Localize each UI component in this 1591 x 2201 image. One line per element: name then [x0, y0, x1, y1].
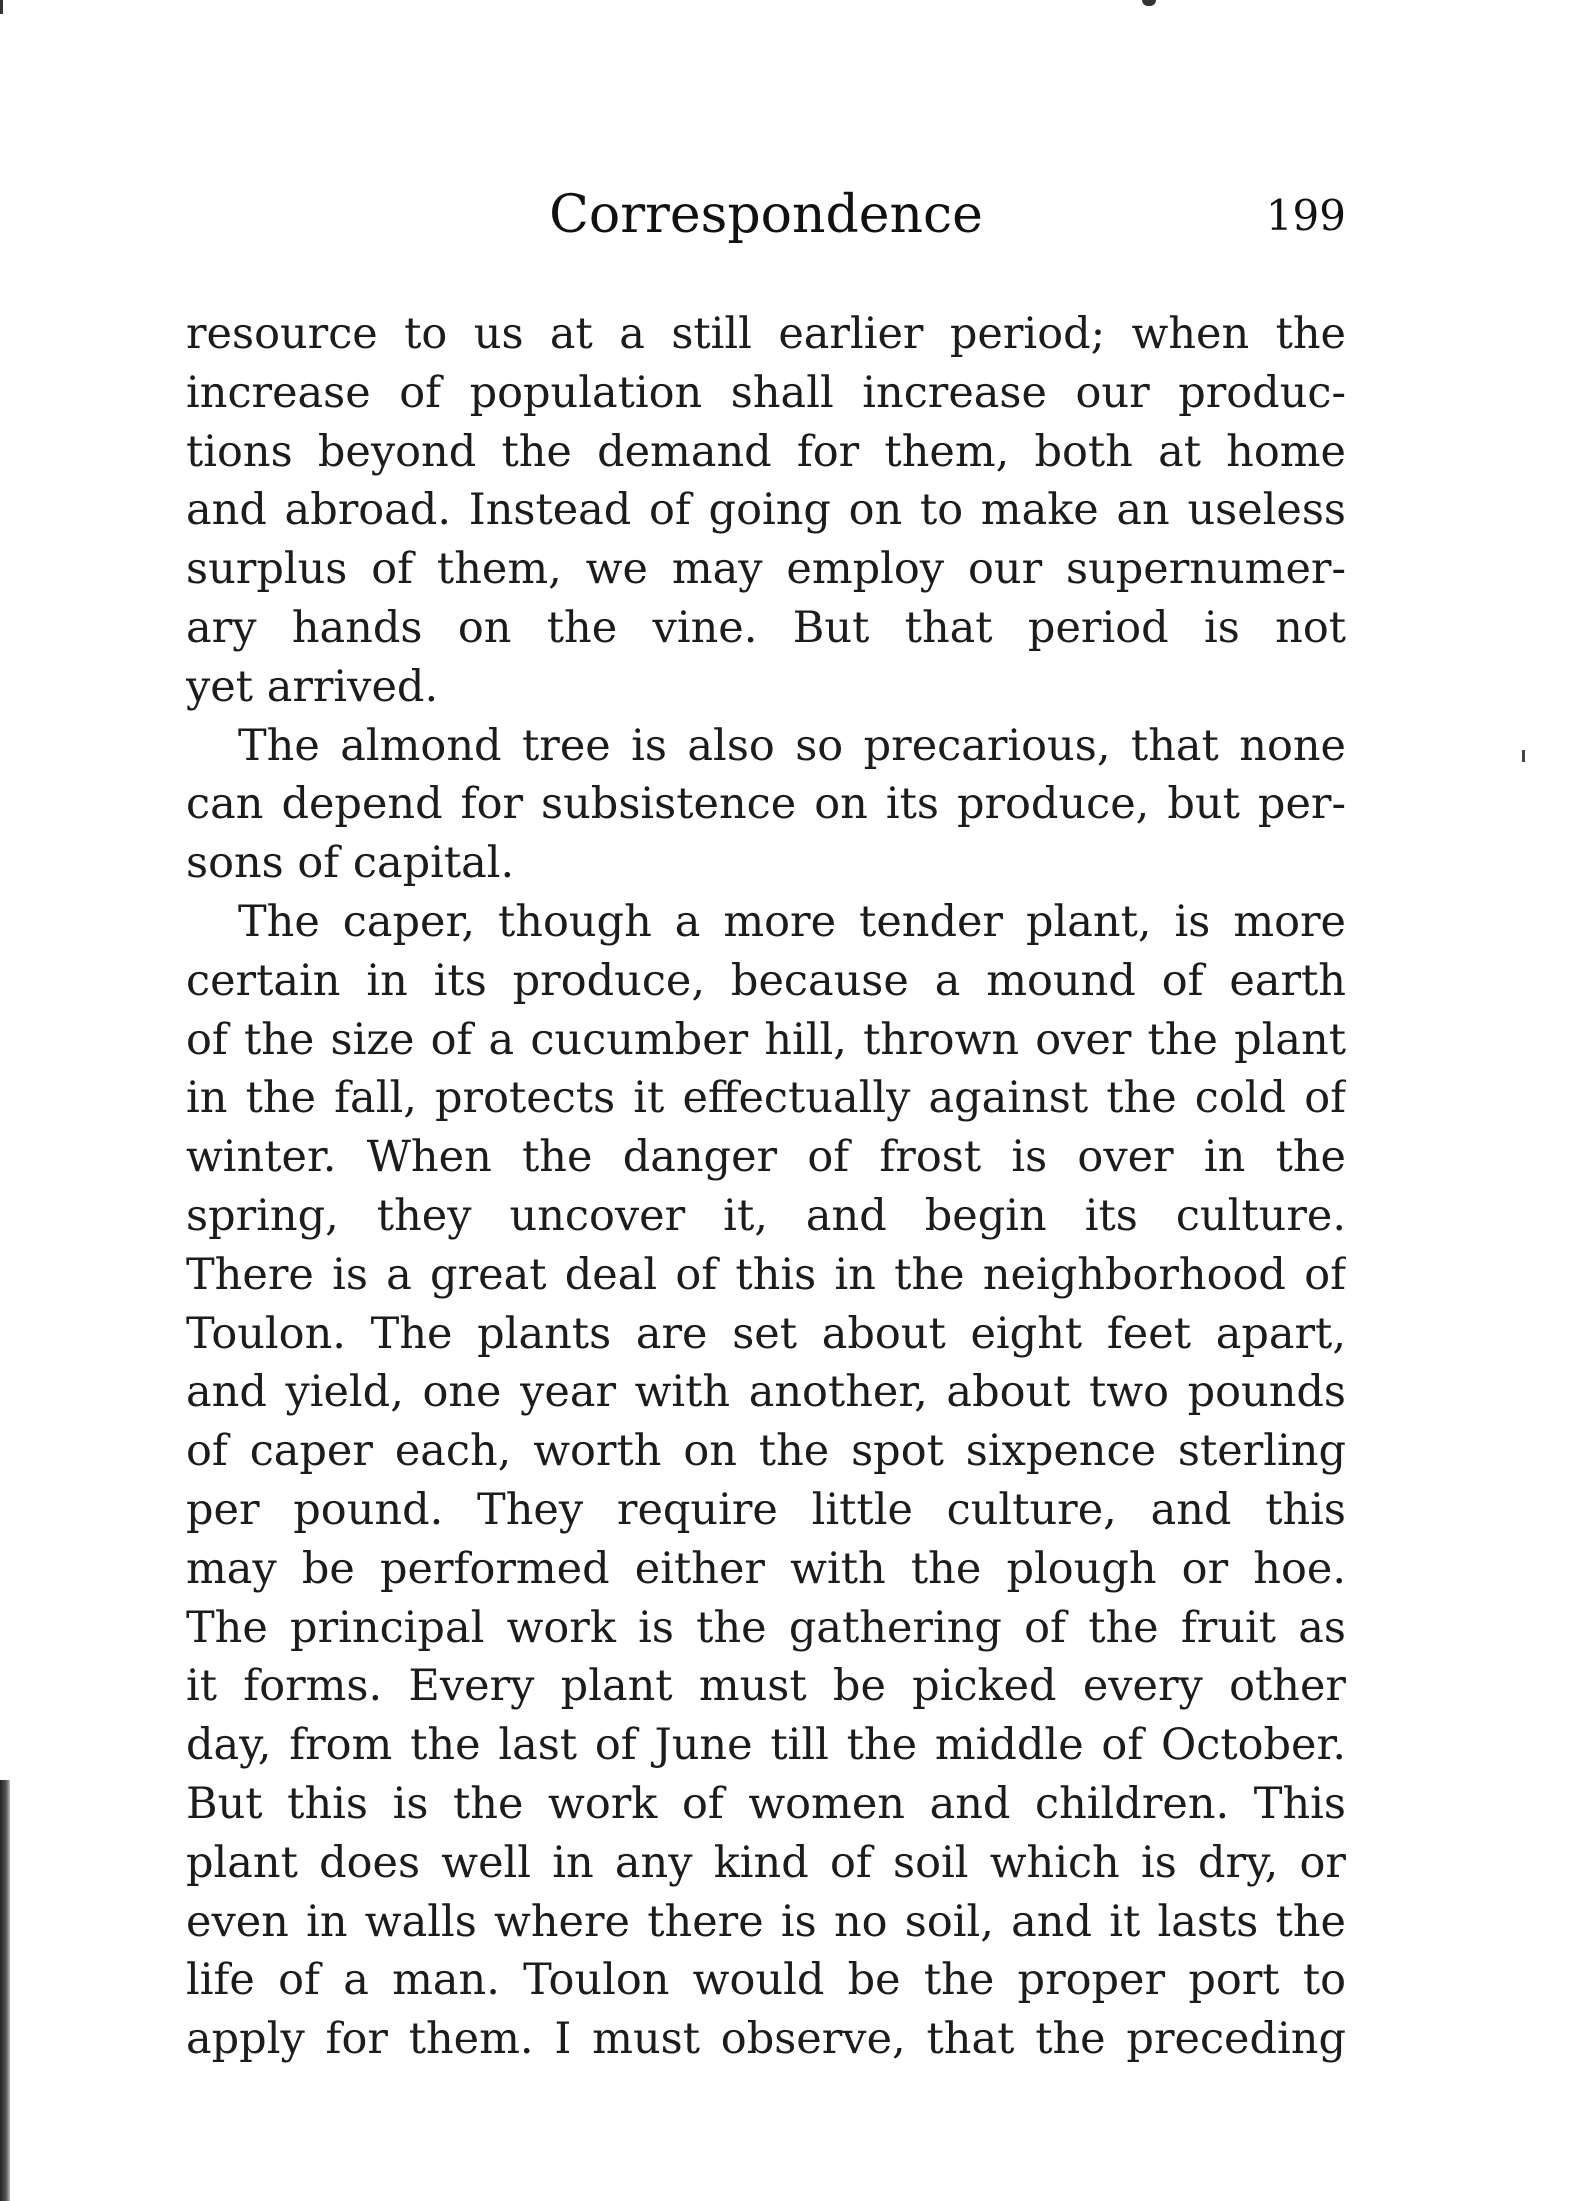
text-line: apply for them. I must observe, that the preceding — [186, 2014, 1346, 2065]
text-line: and abroad. Instead of going on to make an useless — [186, 485, 1346, 536]
text-line: winter. When the danger of frost is over in the — [186, 1132, 1346, 1183]
text-line: certain in its produce, because a mound of earth — [186, 955, 1346, 1006]
scan-mark-side — [1522, 750, 1525, 762]
paragraph — [186, 305, 1346, 717]
page-number: 199 — [1265, 191, 1346, 240]
paragraph — [186, 893, 1346, 2069]
text-line: increase of population shall increase our produc- — [186, 367, 1346, 418]
scan-mark-top — [1142, 0, 1156, 6]
text-line: There is a great deal of this in the neighborhood of — [186, 1249, 1346, 1300]
text-line: ary hands on the vine. But that period is not — [186, 602, 1346, 653]
body-text — [186, 305, 1346, 2069]
text-line: it forms. Every plant must be picked every other — [186, 1661, 1346, 1712]
text-line: sons of capital. — [186, 838, 515, 889]
text-line: resource to us at a still earlier period; when the — [186, 309, 1346, 359]
text-line: of the size of a cucumber hill, thrown over the plant — [186, 1014, 1346, 1065]
text-line: day, from the last of June till the middle of October. — [186, 1720, 1346, 1771]
text-line: yet arrived. — [186, 661, 439, 712]
page-header — [186, 180, 1346, 270]
text-line: But this is the work of women and children. This — [186, 1778, 1346, 1829]
text-line: can depend for subsistence on its produce, but per- — [186, 779, 1346, 830]
text-line: The principal work is the gathering of the fruit as — [186, 1602, 1346, 1653]
text-line: surplus of them, we may employ our supernumer- — [186, 544, 1346, 595]
text-line: and yield, one year with another, about two pounds — [186, 1367, 1346, 1418]
text-line: may be performed either with the plough or hoe. — [186, 1543, 1346, 1594]
text-line: spring, they uncover it, and begin its culture. — [186, 1190, 1346, 1241]
running-head: Correspondence — [549, 185, 983, 245]
text-line: in the fall, protects it effectually against the cold of — [186, 1073, 1346, 1124]
text-line: plant does well in any kind of soil which is dry, or — [186, 1837, 1346, 1888]
text-line: tions beyond the demand for them, both at home — [186, 426, 1346, 477]
text-line: life of a man. Toulon would be the proper port to — [186, 1955, 1346, 2006]
text-line: The caper, though a more tender plant, is more — [238, 896, 1346, 947]
scan-corner-mark — [0, 0, 3, 14]
binding-edge — [0, 1780, 10, 2201]
text-line: even in walls where there is no soil, and it lasts the — [186, 1896, 1346, 1947]
text-line: per pound. They require little culture, and this — [186, 1484, 1346, 1535]
text-line: The almond tree is also so precarious, that none — [238, 720, 1346, 771]
text-line: of caper each, worth on the spot sixpence sterling — [186, 1426, 1346, 1477]
paragraph — [186, 717, 1346, 893]
text-line: Toulon. The plants are set about eight feet apart, — [186, 1308, 1346, 1359]
